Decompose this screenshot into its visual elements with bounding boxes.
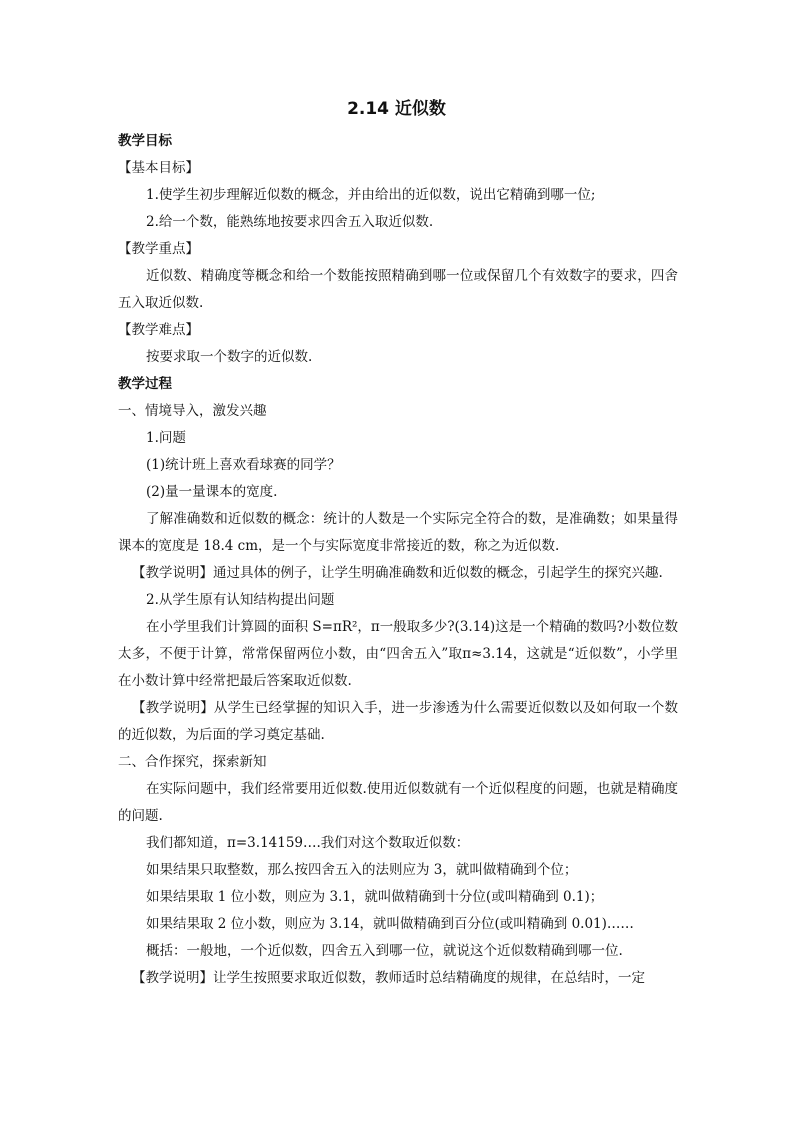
pi-text: 我们都知道，π=3.14159….我们对这个数取近似数： xyxy=(146,835,470,851)
case-3: 如果结果取 2 位小数，则应为 3.14，就叫做精确到百分位(或叫精确到 0.01)…… xyxy=(146,916,634,932)
case-2: 如果结果取 1 位小数，则应为 3.1，就叫做精确到十分位(或叫精确到 0.1)； xyxy=(146,889,604,905)
case-1: 如果结果只取整数，那么按四舍五入的法则应为 3，就叫做精确到个位； xyxy=(146,862,578,878)
difficulty-heading: 【教学难点】 xyxy=(118,322,199,338)
difficulty-text: 按要求取一个数字的近似数. xyxy=(146,349,313,365)
problem-label: 1.问题 xyxy=(146,430,186,446)
part2-heading: 二、合作探究，探索新知 xyxy=(118,754,267,770)
explore-text: 在实际问题中，我们经常要用近似数.使用近似数就有一个近似程度的问题，也就是精确度的问题. xyxy=(118,781,678,824)
page-title: 2.14 近似数 xyxy=(347,99,446,119)
teaching-note-1: 【教学说明】通过具体的例子，让学生明确准确数和近似数的概念，引起学生的探究兴趣. xyxy=(132,565,663,581)
teaching-note-3: 【教学说明】让学生按照要求取近似数，教师适时总结精确度的规律，在总结时，一定 xyxy=(132,970,645,986)
key-points-heading: 【教学重点】 xyxy=(118,241,199,257)
objectives-heading: 教学目标 xyxy=(118,133,172,149)
basic-goal-heading: 【基本目标】 xyxy=(118,160,199,176)
key-points-text: 近似数、精确度等概念和给一个数能按照精确到哪一位或保留几个有效数字的要求，四舍五入取近似数. xyxy=(118,268,678,311)
goal-1: 1.使学生初步理解近似数的概念，并由给出的近似数，说出它精确到哪一位; xyxy=(146,187,596,203)
from-structure-label: 2.从学生原有认知结构提出问题 xyxy=(146,592,335,608)
goal-2: 2.给一个数，能熟练地按要求四舍五入取近似数. xyxy=(146,214,434,230)
problem-2: (2)量一量课本的宽度. xyxy=(146,484,278,500)
problem-1: (1)统计班上喜欢看球赛的同学？ xyxy=(146,457,341,473)
document-body xyxy=(118,128,678,992)
summary-text: 概括：一般地，一个近似数，四舍五入到哪一位，就说这个近似数精确到哪一位. xyxy=(146,943,623,959)
concept-text: 了解准确数和近似数的概念：统计的人数是一个实际完全符合的数，是准确数；如果量得课本的宽度是 18.4 cm，是一个与实际宽度非常接近的数，称之为近似数. xyxy=(118,511,678,554)
part1-heading: 一、情境导入，激发兴趣 xyxy=(118,403,267,419)
circle-text: 在小学里我们计算圆的面积 S=πR²，π一般取多少?(3.14)这是一个精确的数吗?小数位数太多，不便于计算，常常保留两位小数，由“四舍五入”取π≈3.14，这就是“近似数”，小学里在小数计算中经常把最后答案取近似数. xyxy=(118,619,678,689)
teaching-note-2: 【教学说明】从学生已经掌握的知识入手，进一步渗透为什么需要近似数以及如何取一个数的近似数，为后面的学习奠定基础. xyxy=(118,700,678,743)
process-heading: 教学过程 xyxy=(118,376,172,392)
